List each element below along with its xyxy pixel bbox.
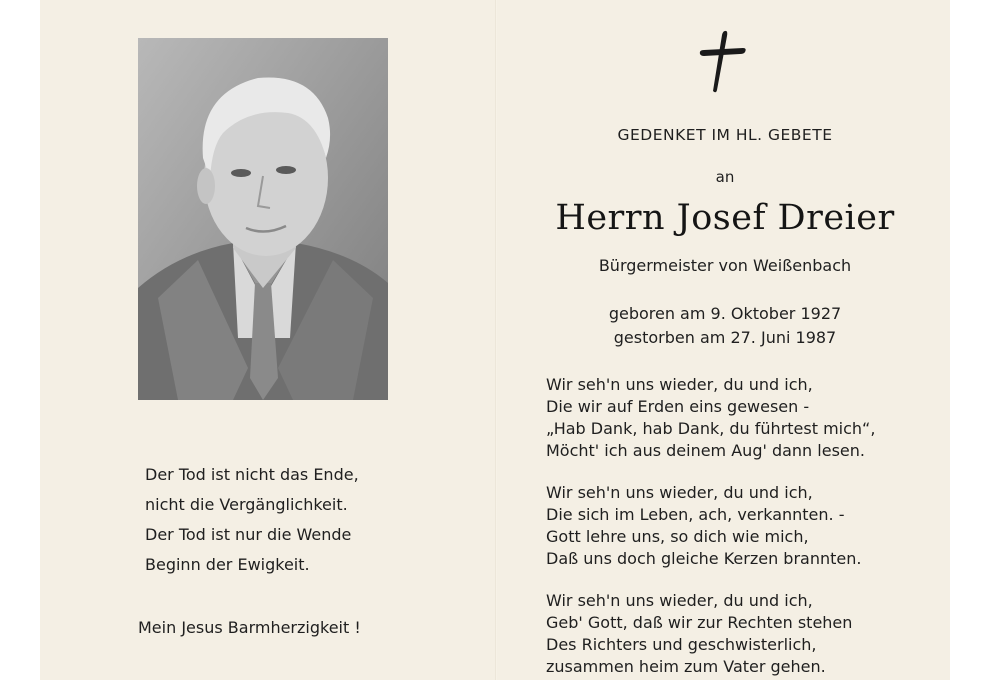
card-fold [495, 0, 497, 680]
deceased-name: Herrn Josef Dreier [555, 198, 895, 238]
poem-line: Beginn der Ewigkeit. [145, 555, 310, 574]
poem-line: nicht die Vergänglichkeit. [145, 495, 348, 514]
memorial-card [40, 0, 950, 680]
verse-line: Möcht' ich aus deinem Aug' dann lesen. [546, 441, 865, 460]
verse-line: Gott lehre uns, so dich wie mich, [546, 527, 809, 546]
verse-line: Des Richters und geschwisterlich, [546, 635, 817, 654]
verse-line: zusammen heim zum Vater gehen. [546, 657, 826, 676]
birth-date: geboren am 9. Oktober 1927 [608, 304, 842, 323]
poem-line: Der Tod ist nur die Wende [145, 525, 352, 544]
verse-line: Die sich im Leben, ach, verkannten. - [546, 505, 845, 524]
verse-line: Geb' Gott, daß wir zur Rechten stehen [546, 613, 853, 632]
verse [546, 590, 916, 678]
portrait-photo [138, 38, 388, 400]
prayer-heading: GEDENKET IM HL. GEBETE [617, 126, 833, 144]
death-date: gestorben am 27. Juni 1987 [613, 328, 837, 347]
poem-line: Der Tod ist nicht das Ende, [145, 465, 359, 484]
portrait-image [138, 38, 388, 400]
deceased-title: Bürgermeister von Weißenbach [598, 256, 852, 275]
life-dates [540, 302, 910, 350]
preposition: an [715, 168, 735, 186]
verse [546, 374, 916, 462]
cross-icon [695, 28, 749, 94]
verse [546, 482, 916, 570]
motto: Mein Jesus Barmherzigkeit ! [138, 618, 361, 637]
verse-line: Wir seh'n uns wieder, du und ich, [546, 591, 813, 610]
verse-line: „Hab Dank, hab Dank, du führtest mich“, [546, 419, 876, 438]
verse-line: Daß uns doch gleiche Kerzen brannten. [546, 549, 862, 568]
verse-line: Wir seh'n uns wieder, du und ich, [546, 483, 813, 502]
verse-line: Wir seh'n uns wieder, du und ich, [546, 375, 813, 394]
verse-line: Die wir auf Erden eins gewesen - [546, 397, 810, 416]
verses [546, 374, 916, 698]
left-poem [145, 460, 445, 580]
